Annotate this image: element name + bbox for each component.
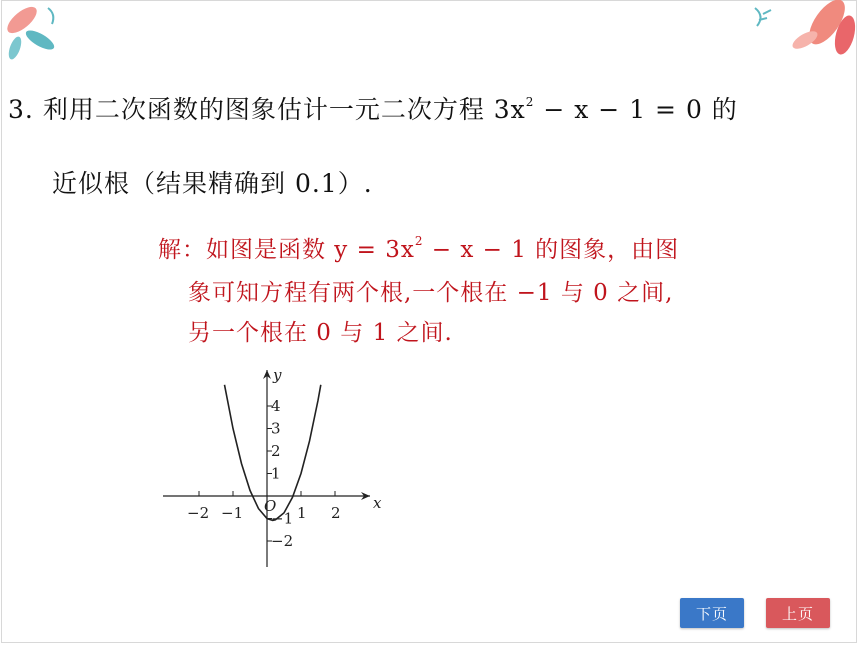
y-tick-label: 3 <box>271 419 281 438</box>
previous-page-button[interactable]: 上页 <box>766 598 830 628</box>
y-tick-label: −2 <box>271 532 294 550</box>
y-tick-label: 1 <box>271 464 281 483</box>
answer-line2: 象可知方程有两个根,一个根在 −1 与 0 之间, <box>188 280 674 306</box>
y-tick-label: −1 <box>271 509 294 528</box>
answer-line1-part1: 解：如图是函数 y = 3x <box>158 237 415 263</box>
question-number: 3. <box>8 95 34 124</box>
leaf-decoration-top-right <box>735 0 860 75</box>
question-superscript: 2 <box>525 95 535 109</box>
answer-superscript: 2 <box>414 234 424 248</box>
x-axis-label: x <box>373 494 382 512</box>
question-text <box>8 75 853 219</box>
answer-text <box>158 230 798 353</box>
origin-label: O <box>264 497 277 515</box>
x-tick-label: 2 <box>331 504 341 522</box>
x-tick-label: −2 <box>187 504 210 522</box>
y-axis-label: y <box>273 366 282 384</box>
question-text-part1: 利用二次函数的图象估计一元二次方程 3x <box>42 95 526 124</box>
parabola-graph <box>155 362 395 572</box>
x-tick-label: −1 <box>221 504 244 522</box>
next-page-button[interactable]: 下页 <box>680 598 744 628</box>
question-line2: 近似根（结果精确到 0.1）. <box>52 169 373 198</box>
answer-line1-part2: − x − 1 的图象，由图 <box>423 237 680 263</box>
answer-line3: 另一个根在 0 与 1 之间. <box>188 320 453 346</box>
x-tick-label: 1 <box>297 504 307 522</box>
y-tick-label: 2 <box>271 442 281 460</box>
leaf-decoration-top-left <box>0 0 80 80</box>
question-text-part2: − x − 1 = 0 的 <box>534 95 738 124</box>
y-tick-label: 4 <box>271 397 281 415</box>
